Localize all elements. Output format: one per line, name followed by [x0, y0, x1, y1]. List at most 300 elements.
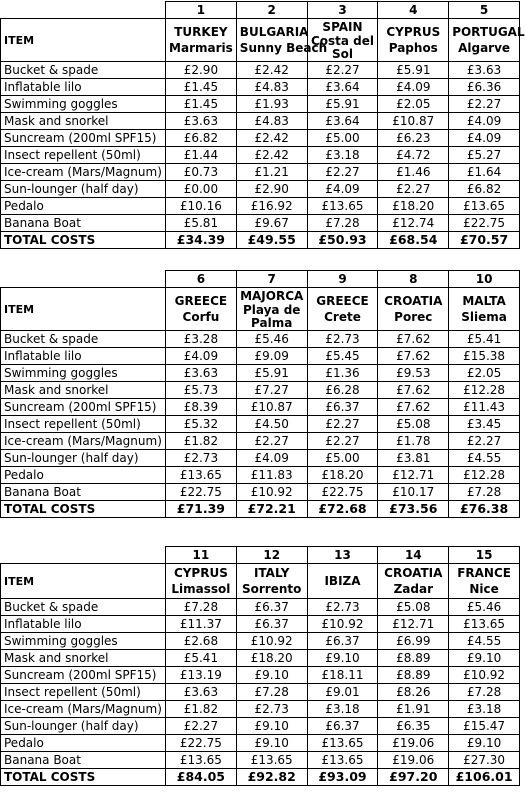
- destination-header-row: [1, 288, 520, 331]
- total-cell: £70.57: [449, 232, 520, 249]
- resort-name: Sliema: [461, 310, 507, 324]
- price-cell: £9.10: [236, 735, 307, 752]
- destination-header: [449, 19, 525, 62]
- price-cell: £5.73: [166, 382, 237, 399]
- price-cell: £5.45: [307, 348, 378, 365]
- price-cell: £5.46: [236, 331, 307, 348]
- price-cell: £11.37: [166, 616, 237, 633]
- resort-name: Marmaris: [169, 41, 233, 55]
- price-cell: £6.36: [449, 79, 520, 96]
- resort-name: Porec: [394, 310, 433, 324]
- price-cell: £12.28: [449, 467, 520, 484]
- price-cell: £6.23: [378, 130, 449, 147]
- price-cell: £4.09: [449, 113, 520, 130]
- item-row: [1, 113, 520, 130]
- price-cell: £9.10: [449, 650, 520, 667]
- price-cell: £2.27: [307, 62, 378, 79]
- item-label: Pedalo: [1, 735, 166, 752]
- destination-header: [236, 564, 307, 599]
- price-cell: £4.09: [378, 79, 449, 96]
- price-cell: £8.89: [378, 650, 449, 667]
- price-cell: £5.41: [166, 650, 237, 667]
- rank-number: 13: [307, 547, 378, 564]
- price-cell: £6.35: [378, 718, 449, 735]
- price-cell: £7.28: [449, 684, 520, 701]
- item-row: [1, 181, 520, 198]
- price-cell: £10.16: [166, 198, 237, 215]
- price-cell: £12.71: [378, 616, 449, 633]
- price-cell: £2.27: [307, 416, 378, 433]
- item-row: [1, 365, 520, 382]
- price-cell: £2.73: [307, 599, 378, 616]
- item-label: Suncream (200ml SPF15): [1, 399, 166, 416]
- price-cell: £18.20: [236, 650, 307, 667]
- destination-header: [307, 288, 378, 331]
- resort-name: Costa del Sol: [310, 34, 375, 61]
- price-cell: £22.75: [449, 215, 520, 232]
- item-row: [1, 164, 520, 181]
- destination-header: [236, 19, 328, 62]
- price-cell: £1.45: [166, 96, 237, 113]
- price-cell: £1.93: [236, 96, 307, 113]
- price-cell: £2.68: [166, 633, 237, 650]
- price-cell: £9.10: [236, 667, 307, 684]
- price-cell: £5.91: [307, 96, 378, 113]
- item-row: [1, 718, 520, 735]
- item-row: [1, 433, 520, 450]
- resort-name: Zadar: [393, 582, 433, 596]
- item-label: Insect repellent (50ml): [1, 684, 166, 701]
- rank-number: 10: [449, 271, 520, 288]
- item-column-header: ITEM: [1, 564, 166, 599]
- item-label: Bucket & spade: [1, 599, 166, 616]
- price-cell: £2.90: [236, 181, 307, 198]
- price-cell: £2.73: [307, 331, 378, 348]
- price-cell: £9.67: [236, 215, 307, 232]
- item-row: [1, 130, 520, 147]
- rank-number: 5: [449, 2, 520, 19]
- price-cell: £10.92: [449, 667, 520, 684]
- price-cell: £3.28: [166, 331, 237, 348]
- price-cell: £5.81: [166, 215, 237, 232]
- price-cell: £13.65: [307, 735, 378, 752]
- price-cell: £4.09: [236, 450, 307, 467]
- price-cell: £1.82: [166, 433, 237, 450]
- total-row: [1, 501, 520, 518]
- cost-table-ranks-11-15: [0, 546, 520, 786]
- price-cell: £18.20: [378, 198, 449, 215]
- country-name: CYPRUS: [386, 25, 441, 39]
- total-cell: £92.82: [236, 769, 307, 786]
- total-cell: £50.93: [307, 232, 378, 249]
- price-cell: £10.92: [236, 633, 307, 650]
- blank-corner-cell: [1, 547, 166, 564]
- price-cell: £7.28: [236, 684, 307, 701]
- rank-number: 8: [378, 271, 449, 288]
- price-cell: £19.06: [378, 735, 449, 752]
- price-cell: £22.75: [166, 484, 237, 501]
- rank-number: 6: [166, 271, 237, 288]
- destination-header: [378, 564, 449, 599]
- item-row: [1, 79, 520, 96]
- price-cell: £2.42: [236, 62, 307, 79]
- price-cell: £5.91: [378, 62, 449, 79]
- country-name: ITALY: [253, 566, 290, 580]
- item-row: [1, 416, 520, 433]
- item-label: Insect repellent (50ml): [1, 147, 166, 164]
- item-label: Banana Boat: [1, 752, 166, 769]
- price-cell: £5.46: [449, 599, 520, 616]
- price-cell: £6.82: [449, 181, 520, 198]
- price-cell: £10.87: [378, 113, 449, 130]
- item-label: Insect repellent (50ml): [1, 416, 166, 433]
- price-cell: £2.27: [166, 718, 237, 735]
- item-label: Ice-cream (Mars/Magnum): [1, 164, 166, 181]
- price-cell: £10.87: [236, 399, 307, 416]
- item-row: [1, 147, 520, 164]
- price-cell: £15.38: [449, 348, 520, 365]
- price-cell: £3.63: [449, 62, 520, 79]
- price-cell: £13.65: [307, 752, 378, 769]
- destination-header: [236, 288, 307, 331]
- item-row: [1, 467, 520, 484]
- price-cell: £4.55: [449, 450, 520, 467]
- price-cell: £4.09: [449, 130, 520, 147]
- price-cell: £2.73: [236, 701, 307, 718]
- price-cell: £5.27: [449, 147, 520, 164]
- cost-table-ranks-1-5: [0, 1, 525, 249]
- price-cell: £18.11: [307, 667, 378, 684]
- item-label: Ice-cream (Mars/Magnum): [1, 701, 166, 718]
- item-label: Inflatable lilo: [1, 616, 166, 633]
- item-row: [1, 62, 520, 79]
- price-cell: £4.83: [236, 113, 307, 130]
- price-cell: £7.62: [378, 348, 449, 365]
- price-cell: £6.37: [307, 633, 378, 650]
- resort-name: Limassol: [171, 582, 231, 596]
- resort-name: Paphos: [388, 41, 438, 55]
- rank-number: 7: [236, 271, 307, 288]
- item-row: [1, 484, 520, 501]
- total-cell: £93.09: [307, 769, 378, 786]
- price-cell: £9.10: [449, 735, 520, 752]
- country-name: FRANCE: [457, 566, 511, 580]
- price-cell: £13.65: [166, 467, 237, 484]
- price-cell: £7.62: [378, 399, 449, 416]
- rank-row: [1, 271, 520, 288]
- price-cell: £1.64: [449, 164, 520, 181]
- country-name: CROATIA: [384, 566, 443, 580]
- resort-name: Playa de Palma: [242, 303, 301, 330]
- country-name: CYPRUS: [173, 566, 228, 580]
- price-cell: £1.91: [378, 701, 449, 718]
- total-cell: £72.21: [236, 501, 307, 518]
- item-row: [1, 752, 520, 769]
- price-cell: £10.92: [236, 484, 307, 501]
- item-label: Suncream (200ml SPF15): [1, 667, 166, 684]
- item-label: Inflatable lilo: [1, 79, 166, 96]
- price-cell: £1.82: [166, 701, 237, 718]
- price-cell: £5.08: [378, 416, 449, 433]
- price-cell: £1.21: [236, 164, 307, 181]
- total-row: [1, 232, 520, 249]
- item-label: Mask and snorkel: [1, 382, 166, 399]
- rank-number: 9: [307, 271, 378, 288]
- price-cell: £7.28: [307, 215, 378, 232]
- destination-header: [166, 288, 237, 331]
- item-label: Pedalo: [1, 198, 166, 215]
- price-cell: £4.09: [166, 348, 237, 365]
- destination-header: [378, 19, 449, 62]
- destination-header-row: [1, 564, 520, 599]
- total-cell: £34.39: [166, 232, 237, 249]
- price-cell: £4.72: [378, 147, 449, 164]
- cost-table-ranks-6-10: [0, 270, 520, 518]
- price-cell: £10.92: [307, 616, 378, 633]
- item-row: [1, 215, 520, 232]
- total-label: TOTAL COSTS: [1, 232, 166, 249]
- price-cell: £3.45: [449, 416, 520, 433]
- item-label: Mask and snorkel: [1, 650, 166, 667]
- price-cell: £6.28: [307, 382, 378, 399]
- price-cell: £12.74: [378, 215, 449, 232]
- item-label: Suncream (200ml SPF15): [1, 130, 166, 147]
- price-cell: £13.65: [449, 198, 520, 215]
- destination-header: [449, 288, 520, 331]
- destination-header: [449, 564, 520, 599]
- item-row: [1, 701, 520, 718]
- price-cell: £22.75: [307, 484, 378, 501]
- item-row: [1, 599, 520, 616]
- destination-header-row: [1, 19, 520, 62]
- item-row: [1, 684, 520, 701]
- price-cell: £3.18: [449, 701, 520, 718]
- price-cell: £2.27: [307, 433, 378, 450]
- item-label: Bucket & spade: [1, 331, 166, 348]
- price-cell: £8.26: [378, 684, 449, 701]
- destination-header: [307, 19, 378, 62]
- price-cell: £1.45: [166, 79, 237, 96]
- price-cell: £2.27: [378, 181, 449, 198]
- total-cell: £68.54: [378, 232, 449, 249]
- price-cell: £2.05: [449, 365, 520, 382]
- price-cell: £9.09: [236, 348, 307, 365]
- price-cell: £5.08: [378, 599, 449, 616]
- price-cell: £2.27: [236, 433, 307, 450]
- price-cell: £7.62: [378, 382, 449, 399]
- price-cell: £1.78: [378, 433, 449, 450]
- item-label: Ice-cream (Mars/Magnum): [1, 433, 166, 450]
- price-cell: £3.63: [166, 684, 237, 701]
- price-cell: £16.92: [236, 198, 307, 215]
- price-cell: £3.81: [378, 450, 449, 467]
- rank-number: 2: [236, 2, 307, 19]
- price-cell: £13.65: [449, 616, 520, 633]
- price-cell: £6.99: [378, 633, 449, 650]
- price-cell: £5.00: [307, 130, 378, 147]
- total-cell: £76.38: [449, 501, 520, 518]
- country-name: SPAIN: [322, 20, 363, 34]
- price-cell: £1.46: [378, 164, 449, 181]
- price-cell: £6.37: [307, 718, 378, 735]
- price-cell: £4.55: [449, 633, 520, 650]
- rank-number: 11: [166, 547, 237, 564]
- price-cell: £6.37: [307, 399, 378, 416]
- item-row: [1, 667, 520, 684]
- price-cell: £7.28: [449, 484, 520, 501]
- price-cell: £8.39: [166, 399, 237, 416]
- item-label: Bucket & spade: [1, 62, 166, 79]
- price-cell: £6.82: [166, 130, 237, 147]
- item-label: Inflatable lilo: [1, 348, 166, 365]
- price-cell: £5.41: [449, 331, 520, 348]
- total-cell: £97.20: [378, 769, 449, 786]
- item-row: [1, 399, 520, 416]
- destination-header: [166, 19, 237, 62]
- price-cell: £3.64: [307, 113, 378, 130]
- price-cell: £1.36: [307, 365, 378, 382]
- total-cell: £49.55: [236, 232, 307, 249]
- item-label: Pedalo: [1, 467, 166, 484]
- country-name: MALTA: [462, 294, 506, 308]
- price-cell: £5.91: [236, 365, 307, 382]
- price-cell: £13.65: [236, 752, 307, 769]
- country-name: GREECE: [316, 294, 369, 308]
- country-name: GREECE: [174, 294, 228, 308]
- total-label: TOTAL COSTS: [1, 501, 166, 518]
- item-row: [1, 96, 520, 113]
- price-cell: £2.42: [236, 130, 307, 147]
- price-cell: £22.75: [166, 735, 237, 752]
- total-cell: £72.68: [307, 501, 378, 518]
- country-name: TURKEY: [174, 25, 228, 39]
- price-cell: £9.10: [307, 650, 378, 667]
- price-cell: £9.53: [378, 365, 449, 382]
- country-name: IBIZA: [324, 574, 361, 588]
- price-cell: £12.28: [449, 382, 520, 399]
- price-cell: £1.44: [166, 147, 237, 164]
- resort-name: Crete: [324, 310, 361, 324]
- destination-header: [307, 564, 378, 599]
- blank-corner-cell: [1, 271, 166, 288]
- country-name: BULGARIA: [239, 25, 309, 39]
- price-cell: £0.73: [166, 164, 237, 181]
- price-cell: £12.71: [378, 467, 449, 484]
- price-cell: £2.27: [307, 164, 378, 181]
- item-label: Swimming goggles: [1, 96, 166, 113]
- price-cell: £13.65: [166, 752, 237, 769]
- price-cell: £7.62: [378, 331, 449, 348]
- price-cell: £4.09: [307, 181, 378, 198]
- price-cell: £9.01: [307, 684, 378, 701]
- total-cell: £71.39: [166, 501, 237, 518]
- price-cell: £18.20: [307, 467, 378, 484]
- item-label: Sun-lounger (half day): [1, 718, 166, 735]
- country-name: PORTUGAL: [452, 25, 525, 39]
- rank-row: [1, 547, 520, 564]
- price-cell: £2.27: [449, 96, 520, 113]
- price-cell: £13.19: [166, 667, 237, 684]
- total-cell: £73.56: [378, 501, 449, 518]
- price-cell: £2.27: [449, 433, 520, 450]
- rank-number: 14: [378, 547, 449, 564]
- price-cell: £3.18: [307, 147, 378, 164]
- price-cell: £10.17: [378, 484, 449, 501]
- rank-number: 3: [307, 2, 378, 19]
- price-cell: £3.63: [166, 365, 237, 382]
- item-label: Mask and snorkel: [1, 113, 166, 130]
- resort-name: Corfu: [182, 310, 220, 324]
- item-row: [1, 382, 520, 399]
- resort-name: Nice: [469, 582, 499, 596]
- item-row: [1, 331, 520, 348]
- total-label: TOTAL COSTS: [1, 769, 166, 786]
- price-cell: £6.37: [236, 616, 307, 633]
- total-cell: £84.05: [166, 769, 237, 786]
- destination-header: [166, 564, 237, 599]
- price-cell: £2.90: [166, 62, 237, 79]
- item-row: [1, 633, 520, 650]
- item-column-header: ITEM: [1, 19, 166, 62]
- item-label: Banana Boat: [1, 215, 166, 232]
- item-row: [1, 450, 520, 467]
- price-cell: £4.83: [236, 79, 307, 96]
- blank-corner-cell: [1, 2, 166, 19]
- price-cell: £19.06: [378, 752, 449, 769]
- rank-number: 12: [236, 547, 307, 564]
- price-cell: £3.64: [307, 79, 378, 96]
- country-name: CROATIA: [384, 294, 443, 308]
- item-column-header: ITEM: [1, 288, 166, 331]
- resort-name: Sunny Beach: [239, 41, 328, 55]
- destination-header: [378, 288, 449, 331]
- price-cell: £2.42: [236, 147, 307, 164]
- resort-name: Sorrento: [242, 582, 302, 596]
- item-row: [1, 198, 520, 215]
- item-row: [1, 616, 520, 633]
- item-label: Sun-lounger (half day): [1, 181, 166, 198]
- price-cell: £15.47: [449, 718, 520, 735]
- rank-number: 1: [166, 2, 237, 19]
- price-cell: £4.50: [236, 416, 307, 433]
- price-cell: £13.65: [307, 198, 378, 215]
- price-cell: £7.28: [166, 599, 237, 616]
- rank-number: 4: [378, 2, 449, 19]
- price-cell: £11.83: [236, 467, 307, 484]
- rank-number: 15: [449, 547, 520, 564]
- price-cell: £5.32: [166, 416, 237, 433]
- price-cell: £3.18: [307, 701, 378, 718]
- price-cell: £8.89: [378, 667, 449, 684]
- price-cell: £27.30: [449, 752, 520, 769]
- item-label: Banana Boat: [1, 484, 166, 501]
- item-row: [1, 650, 520, 667]
- country-name: MAJORCA: [240, 289, 304, 303]
- item-row: [1, 348, 520, 365]
- price-cell: £3.63: [166, 113, 237, 130]
- price-cell: £2.05: [378, 96, 449, 113]
- total-row: [1, 769, 520, 786]
- price-cell: £9.10: [236, 718, 307, 735]
- item-label: Swimming goggles: [1, 365, 166, 382]
- price-cell: £2.73: [166, 450, 237, 467]
- item-label: Sun-lounger (half day): [1, 450, 166, 467]
- item-label: Swimming goggles: [1, 633, 166, 650]
- rank-row: [1, 2, 520, 19]
- price-cell: £6.37: [236, 599, 307, 616]
- price-cell: £0.00: [166, 181, 237, 198]
- price-cell: £5.00: [307, 450, 378, 467]
